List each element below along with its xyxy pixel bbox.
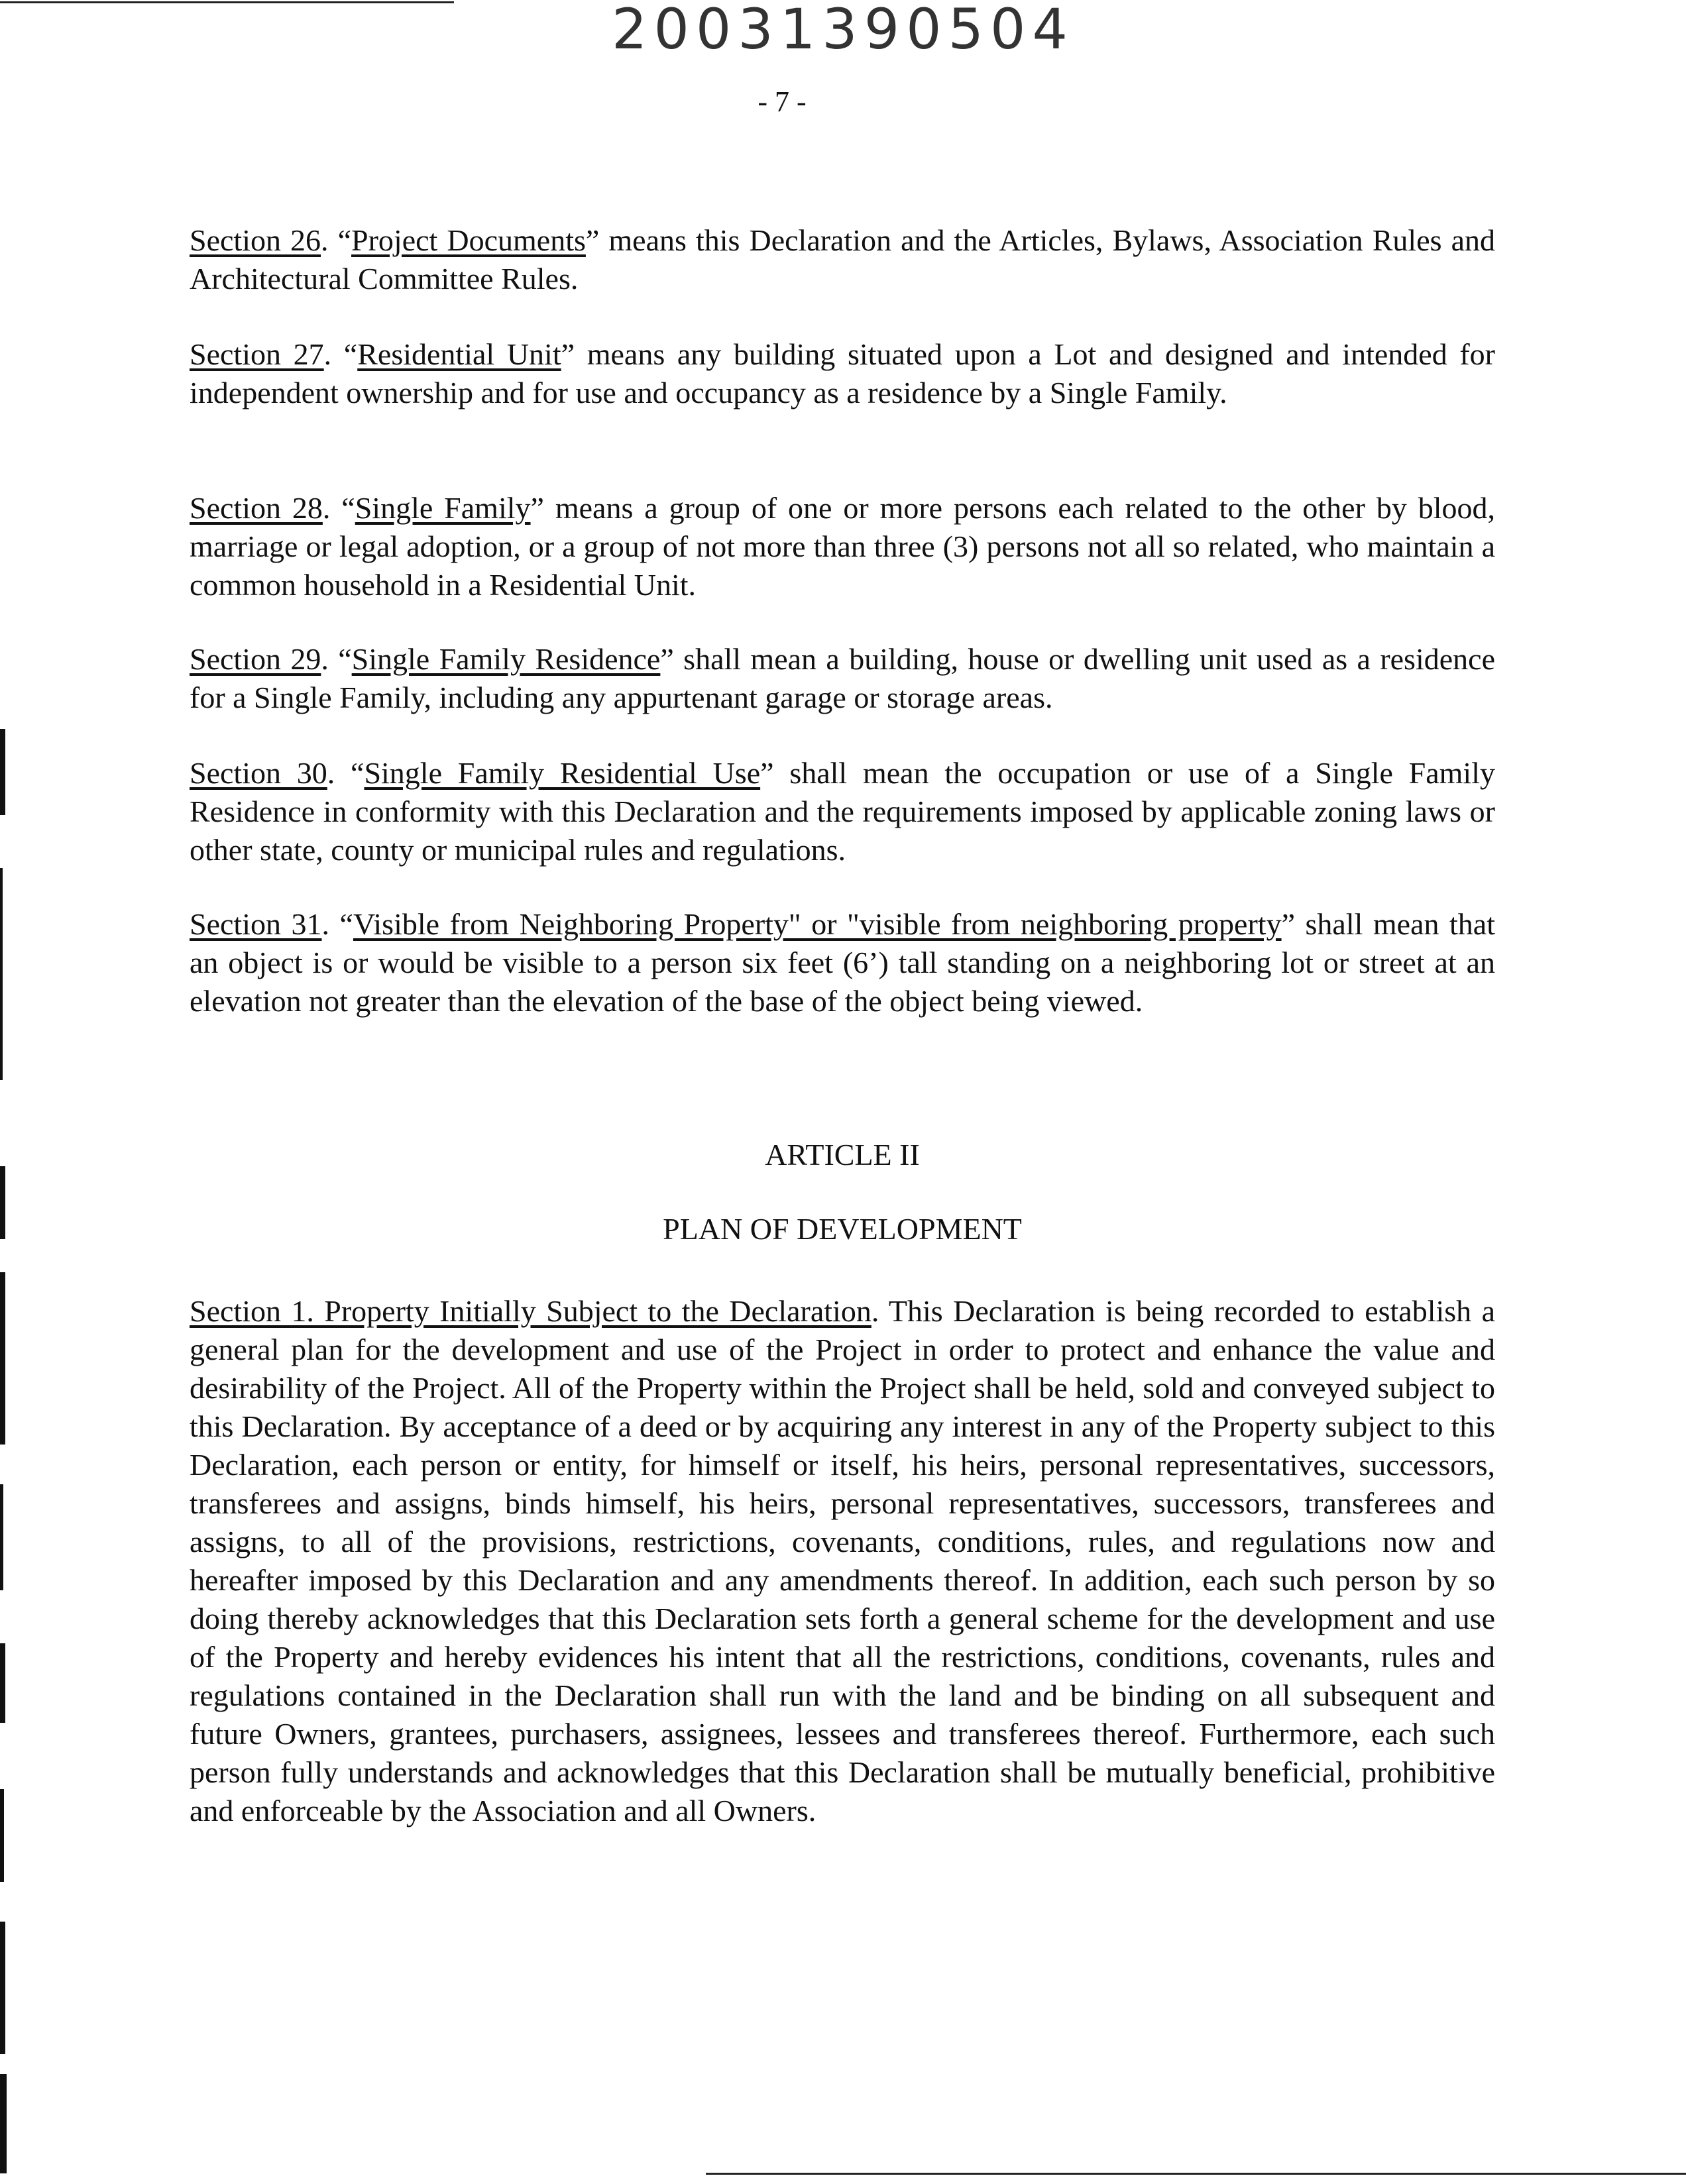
defined-term: Visible from Neighboring Property" or "visible from neighboring property: [353, 907, 1282, 941]
section-26: Section 26. “Project Documents” means this Declaration and the Articles, Bylaws, Association Rules and Architectural Committee Rules.: [190, 223, 1496, 296]
defined-term: Single Family Residence: [351, 642, 661, 676]
defined-term: Single Family Residential Use: [364, 756, 761, 790]
scan-edge-mark: [0, 1272, 5, 1445]
scan-edge-mark: [0, 2074, 7, 2173]
section-body: means a group of one or more persons each related to the other by blood, marriage or legal adoption, or a group of not more than three (3) persons not all so related, who maintain a common household in a Residential Unit.: [190, 491, 1496, 602]
section-label: Section 1. Property Initially Subject to the Declaration: [190, 1294, 871, 1328]
scan-edge-mark: [0, 729, 5, 815]
scan-edge-mark: [0, 1166, 5, 1239]
section-29: Section 29. “Single Family Residence” shall mean a building, house or dwelling unit used as a residence for a Single Family, including any appurtenant garage or storage areas.: [190, 642, 1495, 714]
section-body: shall mean that an object is or would be visible to a person six feet (6’) tall standing on a neighboring lot or street at an elevation not greater than the elevation of the base of the object being viewed.: [190, 907, 1496, 1018]
section-27: Section 27. “Residential Unit” means any building situated upon a Lot and designed and intended for independent ownership and for use and occupancy as a residence by a Single Family.: [190, 337, 1495, 410]
document-number: 20031390504: [612, 0, 1074, 62]
section-31: Section 31. “Visible from Neighboring Property" or "visible from neighboring property” shall mean that an object is or would be visible to a person six feet (6’) tall standing on a neighboring lot or street at an elevation not greater than the elevation of the base of the object being viewed.: [190, 907, 1496, 1018]
section-label: Section 27: [190, 337, 324, 371]
section-body: means any building situated upon a Lot and designed and intended for independent ownership and for use and occupancy as a residence by a Single Family.: [190, 337, 1495, 410]
section-label: Section 26: [190, 223, 321, 257]
scan-edge-mark: [0, 1643, 5, 1723]
scan-edge-mark: [0, 1484, 3, 1590]
section-body: shall mean a building, house or dwelling unit used as a residence for a Single Family, including any appurtenant garage or storage areas.: [190, 642, 1495, 714]
scan-edge-mark: [0, 1789, 4, 1882]
article-subtitle: PLAN OF DEVELOPMENT: [663, 1212, 1022, 1246]
defined-term: Project Documents: [351, 223, 586, 257]
defined-term: Residential Unit: [357, 337, 561, 371]
defined-term: Single Family: [355, 491, 531, 525]
section-label: Section 30: [190, 756, 327, 790]
page-number: - 7 -: [758, 85, 807, 118]
bottom-scan-rule: [706, 2173, 1686, 2175]
section-label: Section 31: [190, 907, 322, 941]
article-2-section-1: Section 1. Property Initially Subject to the Declaration. This Declaration is being recorded to establish a general plan for the development and use of the Project in order to protect and enhance the value and desirability of the Project. All of the Property within the Project shall be held, sold and conveyed subject to this Declaration. By acceptance of a deed or by acquiring any interest in any of the Property subject to this Declaration, each person or entity, for himself or itself, his heirs, personal representatives, successors, transferees and assigns, binds himself, his heirs, personal representatives, successors, transferees and assigns, to all of the provisions, restrictions, covenants, conditions, rules, and regulations now and hereafter imposed by this Declaration and any amendments thereof. In addition, each such person by so doing thereby acknowledges that this Declaration sets forth a general scheme for the development and use of the Property and hereby evidences his intent that all the restrictions, conditions, covenants, rules and regulations contained in the Declaration shall run with the land and be binding on all subsequent and future Owners, grantees, purchasers, assignees, lessees and transferees thereof. Furthermore, each such person fully understands and acknowledges that this Declaration shall be mutually beneficial, prohibitive and enforceable by the Association and all Owners.: [190, 1294, 1495, 1828]
scan-edge-mark: [0, 868, 3, 1080]
article-title: ARTICLE II: [765, 1138, 920, 1172]
section-label: Section 29: [190, 642, 321, 676]
section-body: shall mean the occupation or use of a Single Family Residence in conformity with this Declaration and the requirements imposed by applicable zoning laws or other state, county or municipal rules and regulations.: [190, 756, 1495, 867]
scan-edge-mark: [0, 1922, 5, 2054]
section-label: Section 28: [190, 491, 323, 525]
section-28: Section 28. “Single Family” means a group of one or more persons each related to the other by blood, marriage or legal adoption, or a group of not more than three (3) persons not all so related, who maintain a common household in a Residential Unit.: [190, 491, 1496, 602]
section-body: means this Declaration and the Articles, Bylaws, Association Rules and Architectural Committee Rules.: [190, 223, 1496, 296]
section-30: Section 30. “Single Family Residential Use” shall mean the occupation or use of a Single Family Residence in conformity with this Declaration and the requirements imposed by applicable zoning laws or other state, county or municipal rules and regulations.: [190, 756, 1495, 867]
section-body: This Declaration is being recorded to establish a general plan for the development and use of the Project in order to protect and enhance the value and desirability of the Project. All of the Property within the Project shall be held, sold and conveyed subject to this Declaration. By acceptance of a deed or by acquiring any interest in any of the Property subject to this Declaration, each person or entity, for himself or itself, his heirs, personal representatives, successors, transferees and assigns, binds himself, his heirs, personal representatives, successors, transferees and assigns, to all of the provisions, restrictions, covenants, conditions, rules, and regulations now and hereafter imposed by this Declaration and any amendments thereof. In addition, each such person by so doing thereby acknowledges that this Declaration sets forth a general scheme for the development and use of the Property and hereby evidences his intent that all the restrictions, conditions, covenants, rules and regulations contained in the Declaration shall run with the land and be binding on all subsequent and future Owners, grantees, purchasers, assignees, lessees and transferees thereof. Furthermore, each such person fully understands and acknowledges that this Declaration shall be mutually beneficial, prohibitive and enforceable by the Association and all Owners.: [190, 1294, 1495, 1828]
